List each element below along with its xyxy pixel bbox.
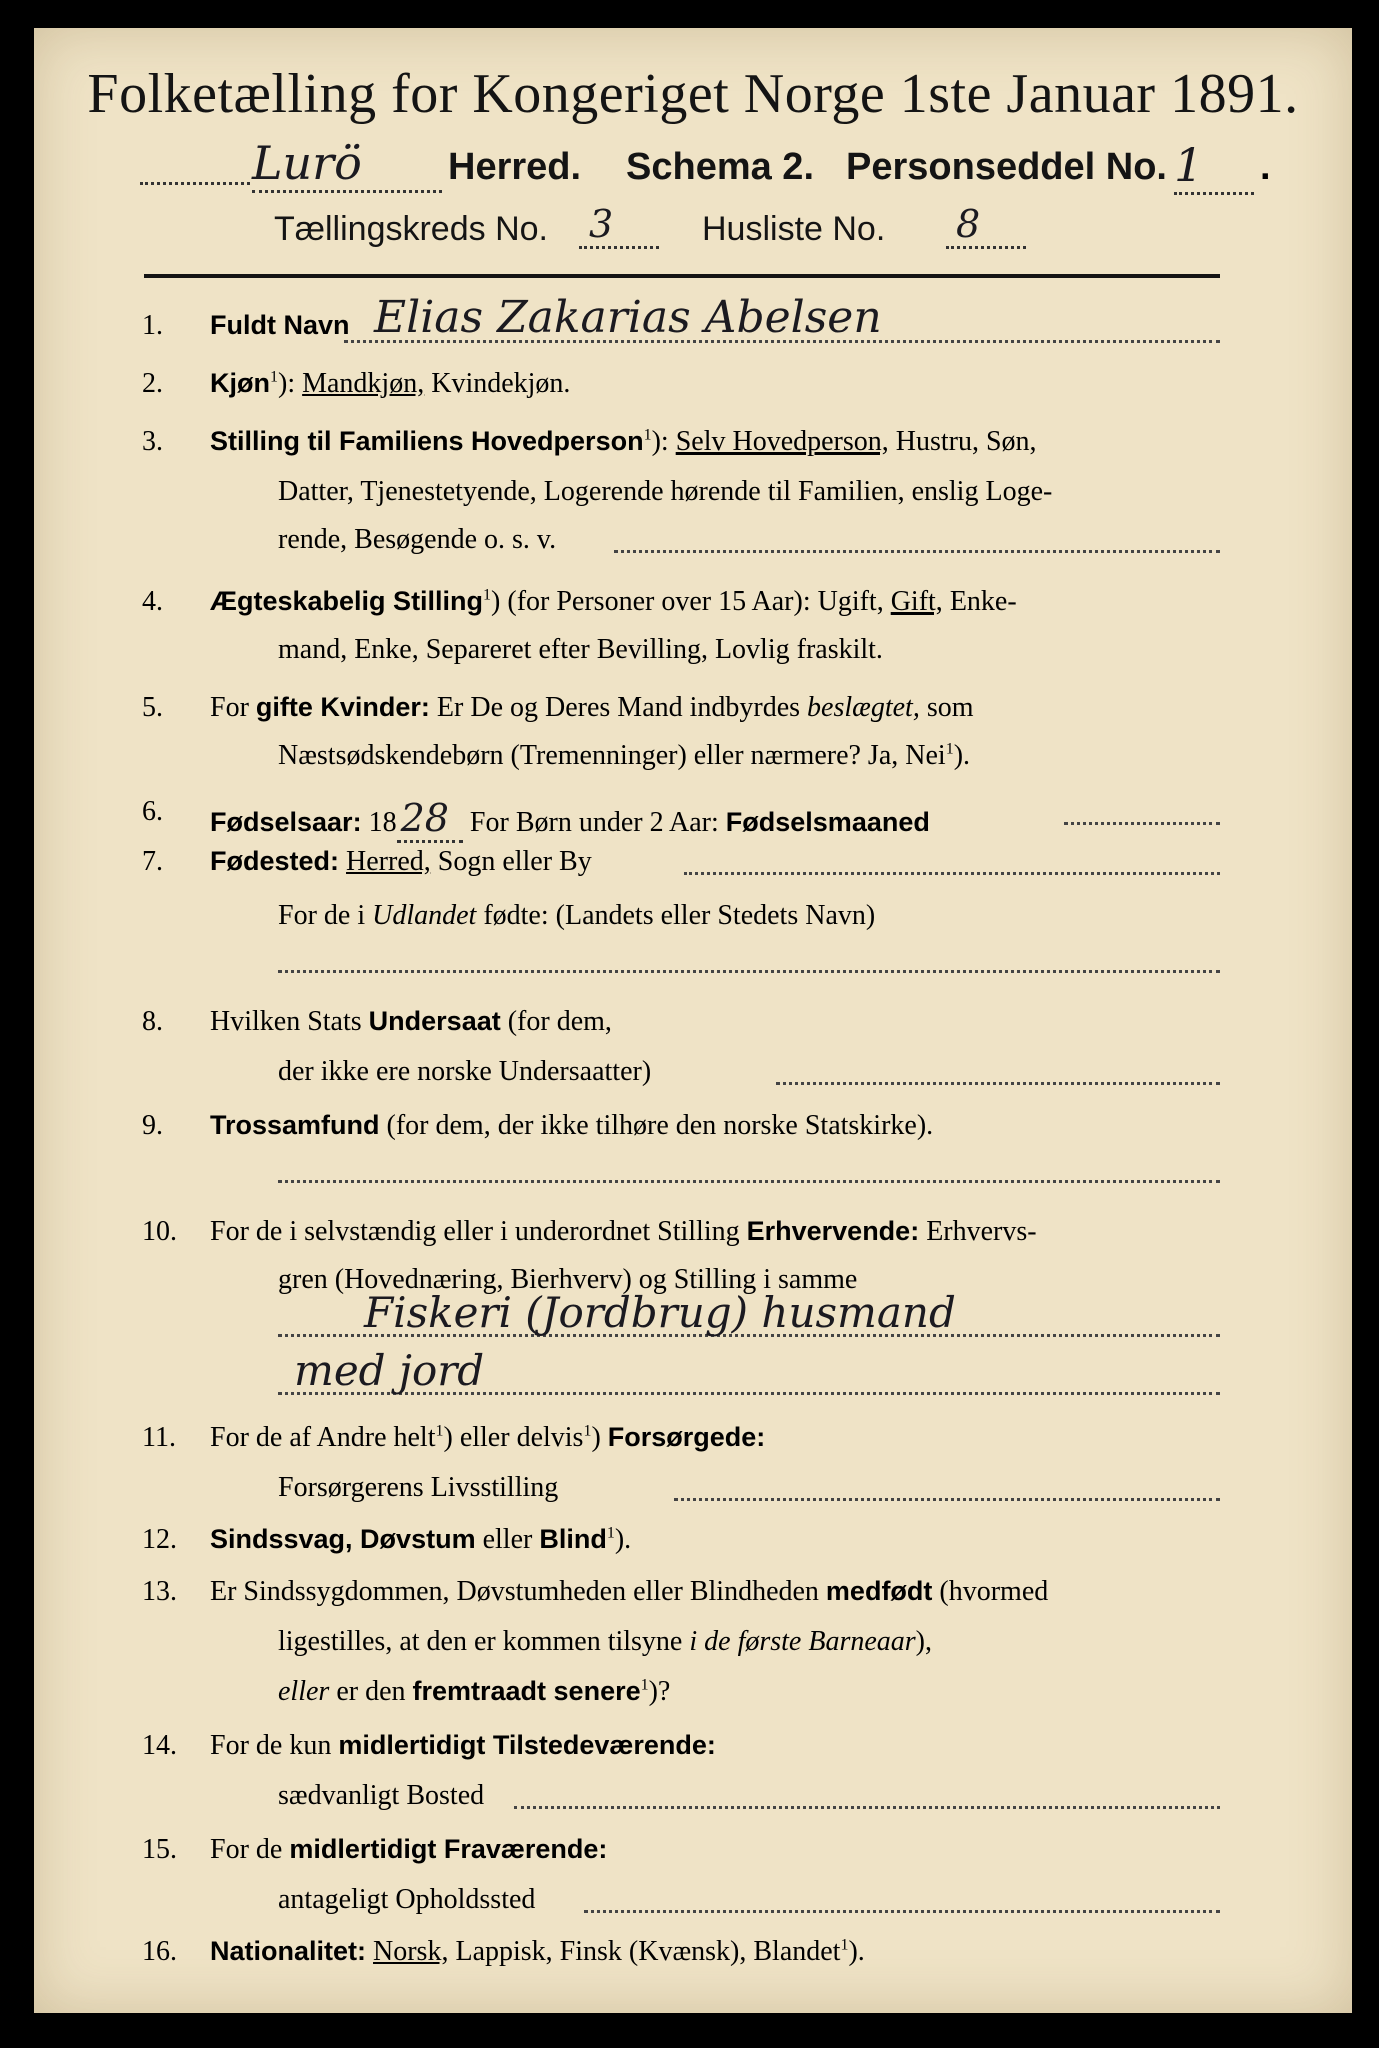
item-8-row: Hvilken Stats Undersaat (for dem, xyxy=(210,1006,612,1037)
item-16-option-norsk: Norsk, xyxy=(373,1936,449,1967)
item-2-option-mandkjon: Mandkjøn, xyxy=(302,368,425,399)
item-16-row: Nationalitet: Norsk, Lappisk, Finsk (Kvænsk), Blandet$^1$). xyxy=(210,1936,865,1967)
item-13-line3: eller er den fremtraadt senere$^1$)? xyxy=(278,1676,671,1707)
item-15-number: 15. xyxy=(142,1834,177,1865)
item-2-option-kvindekjon: Kvindekjøn. xyxy=(431,368,571,399)
herred-name: Lurö xyxy=(252,136,442,193)
item-4-row: Ægteskabelig Stilling$^1$) (for Personer over 15 Aar): Ugift, Gift, Enke- xyxy=(210,586,1017,617)
item-5-number: 5. xyxy=(142,692,163,723)
item-7-label: Fødested: xyxy=(210,846,340,876)
item-15-row: For de midlertidigt Fraværende: xyxy=(210,1834,608,1865)
item-10-row: For de i selvstændig eller i underordnet Stilling Erhvervende: Erhvervs- xyxy=(210,1216,1037,1247)
item-13-row: Er Sindssygdommen, Døvstumheden eller Blindheden medfødt (hvormed xyxy=(210,1576,1049,1607)
item-10-number: 10. xyxy=(142,1216,177,1247)
item-3-option-selv-hovedperson: Selv Hovedperson, xyxy=(675,426,889,457)
item-5-row: For gifte Kvinder: Er De og Deres Mand indbyrdes beslægtet, som xyxy=(210,692,974,723)
item-3-number: 3. xyxy=(142,426,163,457)
item-4-number: 4. xyxy=(142,586,163,617)
item-12-label: Sindssvag, Døvstum xyxy=(210,1524,476,1554)
item-12-number: 12. xyxy=(142,1524,177,1555)
item-11-number: 11. xyxy=(142,1422,176,1453)
item-10-label: Erhvervende: xyxy=(746,1216,920,1246)
item-3-line2: Datter, Tjenestetyende, Logerende hørende til Familien, enslig Loge- xyxy=(278,476,1053,507)
item-3-line3: rende, Besøgende o. s. v. xyxy=(278,524,557,555)
item-1-number: 1. xyxy=(142,310,163,341)
kreds-line xyxy=(274,198,1174,258)
item-7-row: Fødested: Herred, Sogn eller By xyxy=(210,846,592,877)
item-5-line2: Næstsødskendebørn (Tremenninger) eller nærmere? Ja, Nei$^1$). xyxy=(278,740,971,771)
schema-label: Schema 2. xyxy=(626,146,814,188)
item-6-year-value: 28 xyxy=(397,796,463,843)
item-11-label: Forsørgede: xyxy=(607,1422,766,1452)
census-form-page xyxy=(34,28,1352,2013)
item-13-line2: ligestilles, at den er kommen tilsyne i de første Barneaar), xyxy=(278,1626,932,1657)
item-7-number: 7. xyxy=(142,846,163,877)
item-5-label: gifte Kvinder: xyxy=(255,692,430,722)
item-1-name-value: Elias Zakarias Abelsen xyxy=(374,292,882,343)
item-6-label: Fødselsaar: xyxy=(210,807,362,837)
item-2-row: Kjøn$^1$): Mandkjøn, Kvindekjøn. xyxy=(210,368,571,399)
item-16-label: Nationalitet: xyxy=(210,1936,367,1966)
item-4-label: Ægteskabelig Stilling xyxy=(210,586,484,616)
item-2-number: 2. xyxy=(142,368,163,399)
item-14-line2: sædvanligt Bosted xyxy=(278,1780,485,1811)
item-1-row xyxy=(210,310,350,342)
item-15-label: midlertidigt Fraværende: xyxy=(289,1834,608,1864)
item-3-row: Stilling til Familiens Hovedperson$^1$): Selv Hovedperson, Hustru, Søn, xyxy=(210,426,1037,457)
personseddel-number: 1 xyxy=(1174,138,1254,195)
item-6-row: Fødselsaar: 18 28 For Børn under 2 Aar: Fødselsmaaned xyxy=(210,796,930,840)
kreds-number: 3 xyxy=(579,202,659,249)
item-14-row: For de kun midlertidigt Tilstedeværende: xyxy=(210,1730,716,1761)
item-13-number: 13. xyxy=(142,1576,177,1607)
item-14-number: 14. xyxy=(142,1730,177,1761)
item-9-number: 9. xyxy=(142,1110,163,1141)
item-6-number: 6. xyxy=(142,796,163,827)
item-9-row: Trossamfund (for dem, der ikke tilhøre den norske Statskirke). xyxy=(210,1110,934,1141)
item-11-row: For de af Andre helt$^1$) eller delvis$^1$) Forsørgede: xyxy=(210,1422,766,1453)
item-2-label: Kjøn xyxy=(210,368,270,398)
personseddel-label: Personseddel No. xyxy=(846,146,1167,188)
husliste-label: Husliste No. xyxy=(702,210,886,248)
herred-label: Herred. xyxy=(448,146,582,188)
item-7-option-herred: Herred, xyxy=(346,846,431,877)
item-4-line2: mand, Enke, Separeret efter Bevilling, Lovlig fraskilt. xyxy=(278,634,883,665)
item-14-label: midlertidigt Tilstedeværende: xyxy=(338,1730,716,1760)
item-10-line2: gren (Hovednæring, Bierhverv) og Stilling i samme xyxy=(278,1264,858,1295)
item-9-label: Trossamfund xyxy=(210,1110,380,1140)
item-10-occupation-value: Fiskeri (Jordbrug) husmand xyxy=(364,1288,956,1337)
form-title: Folketælling for Kongeriget Norge 1ste Januar 1891. xyxy=(87,63,1299,125)
item-8-line2: der ikke ere norske Undersaatter) xyxy=(278,1056,652,1087)
item-3-label: Stilling til Familiens Hovedperson xyxy=(210,426,644,456)
item-10-occupation-value-2: med jord xyxy=(294,1346,485,1395)
item-12-row: Sindssvag, Døvstum eller Blind$^1$). xyxy=(210,1524,632,1555)
item-11-line2: Forsørgerens Livsstilling xyxy=(278,1472,559,1503)
kreds-label: Tællingskreds No. xyxy=(274,210,548,248)
herred-line: Lurö Herred. Schema 2. Personseddel No. 1 . xyxy=(140,136,1240,196)
item-7-line2: For de i Udlandet fødte: (Landets eller Stedets Navn) xyxy=(278,900,876,931)
item-15-line2: antageligt Opholdssted xyxy=(278,1884,536,1915)
item-16-number: 16. xyxy=(142,1936,177,1967)
item-8-label: Undersaat xyxy=(368,1006,501,1036)
item-13-label: medfødt xyxy=(825,1576,933,1606)
item-4-option-gift: Gift, xyxy=(890,586,943,617)
item-1-label: Fuldt Navn xyxy=(210,310,350,340)
header-rule xyxy=(144,274,1220,278)
husliste-number: 8 xyxy=(946,202,1026,249)
item-8-number: 8. xyxy=(142,1006,163,1037)
